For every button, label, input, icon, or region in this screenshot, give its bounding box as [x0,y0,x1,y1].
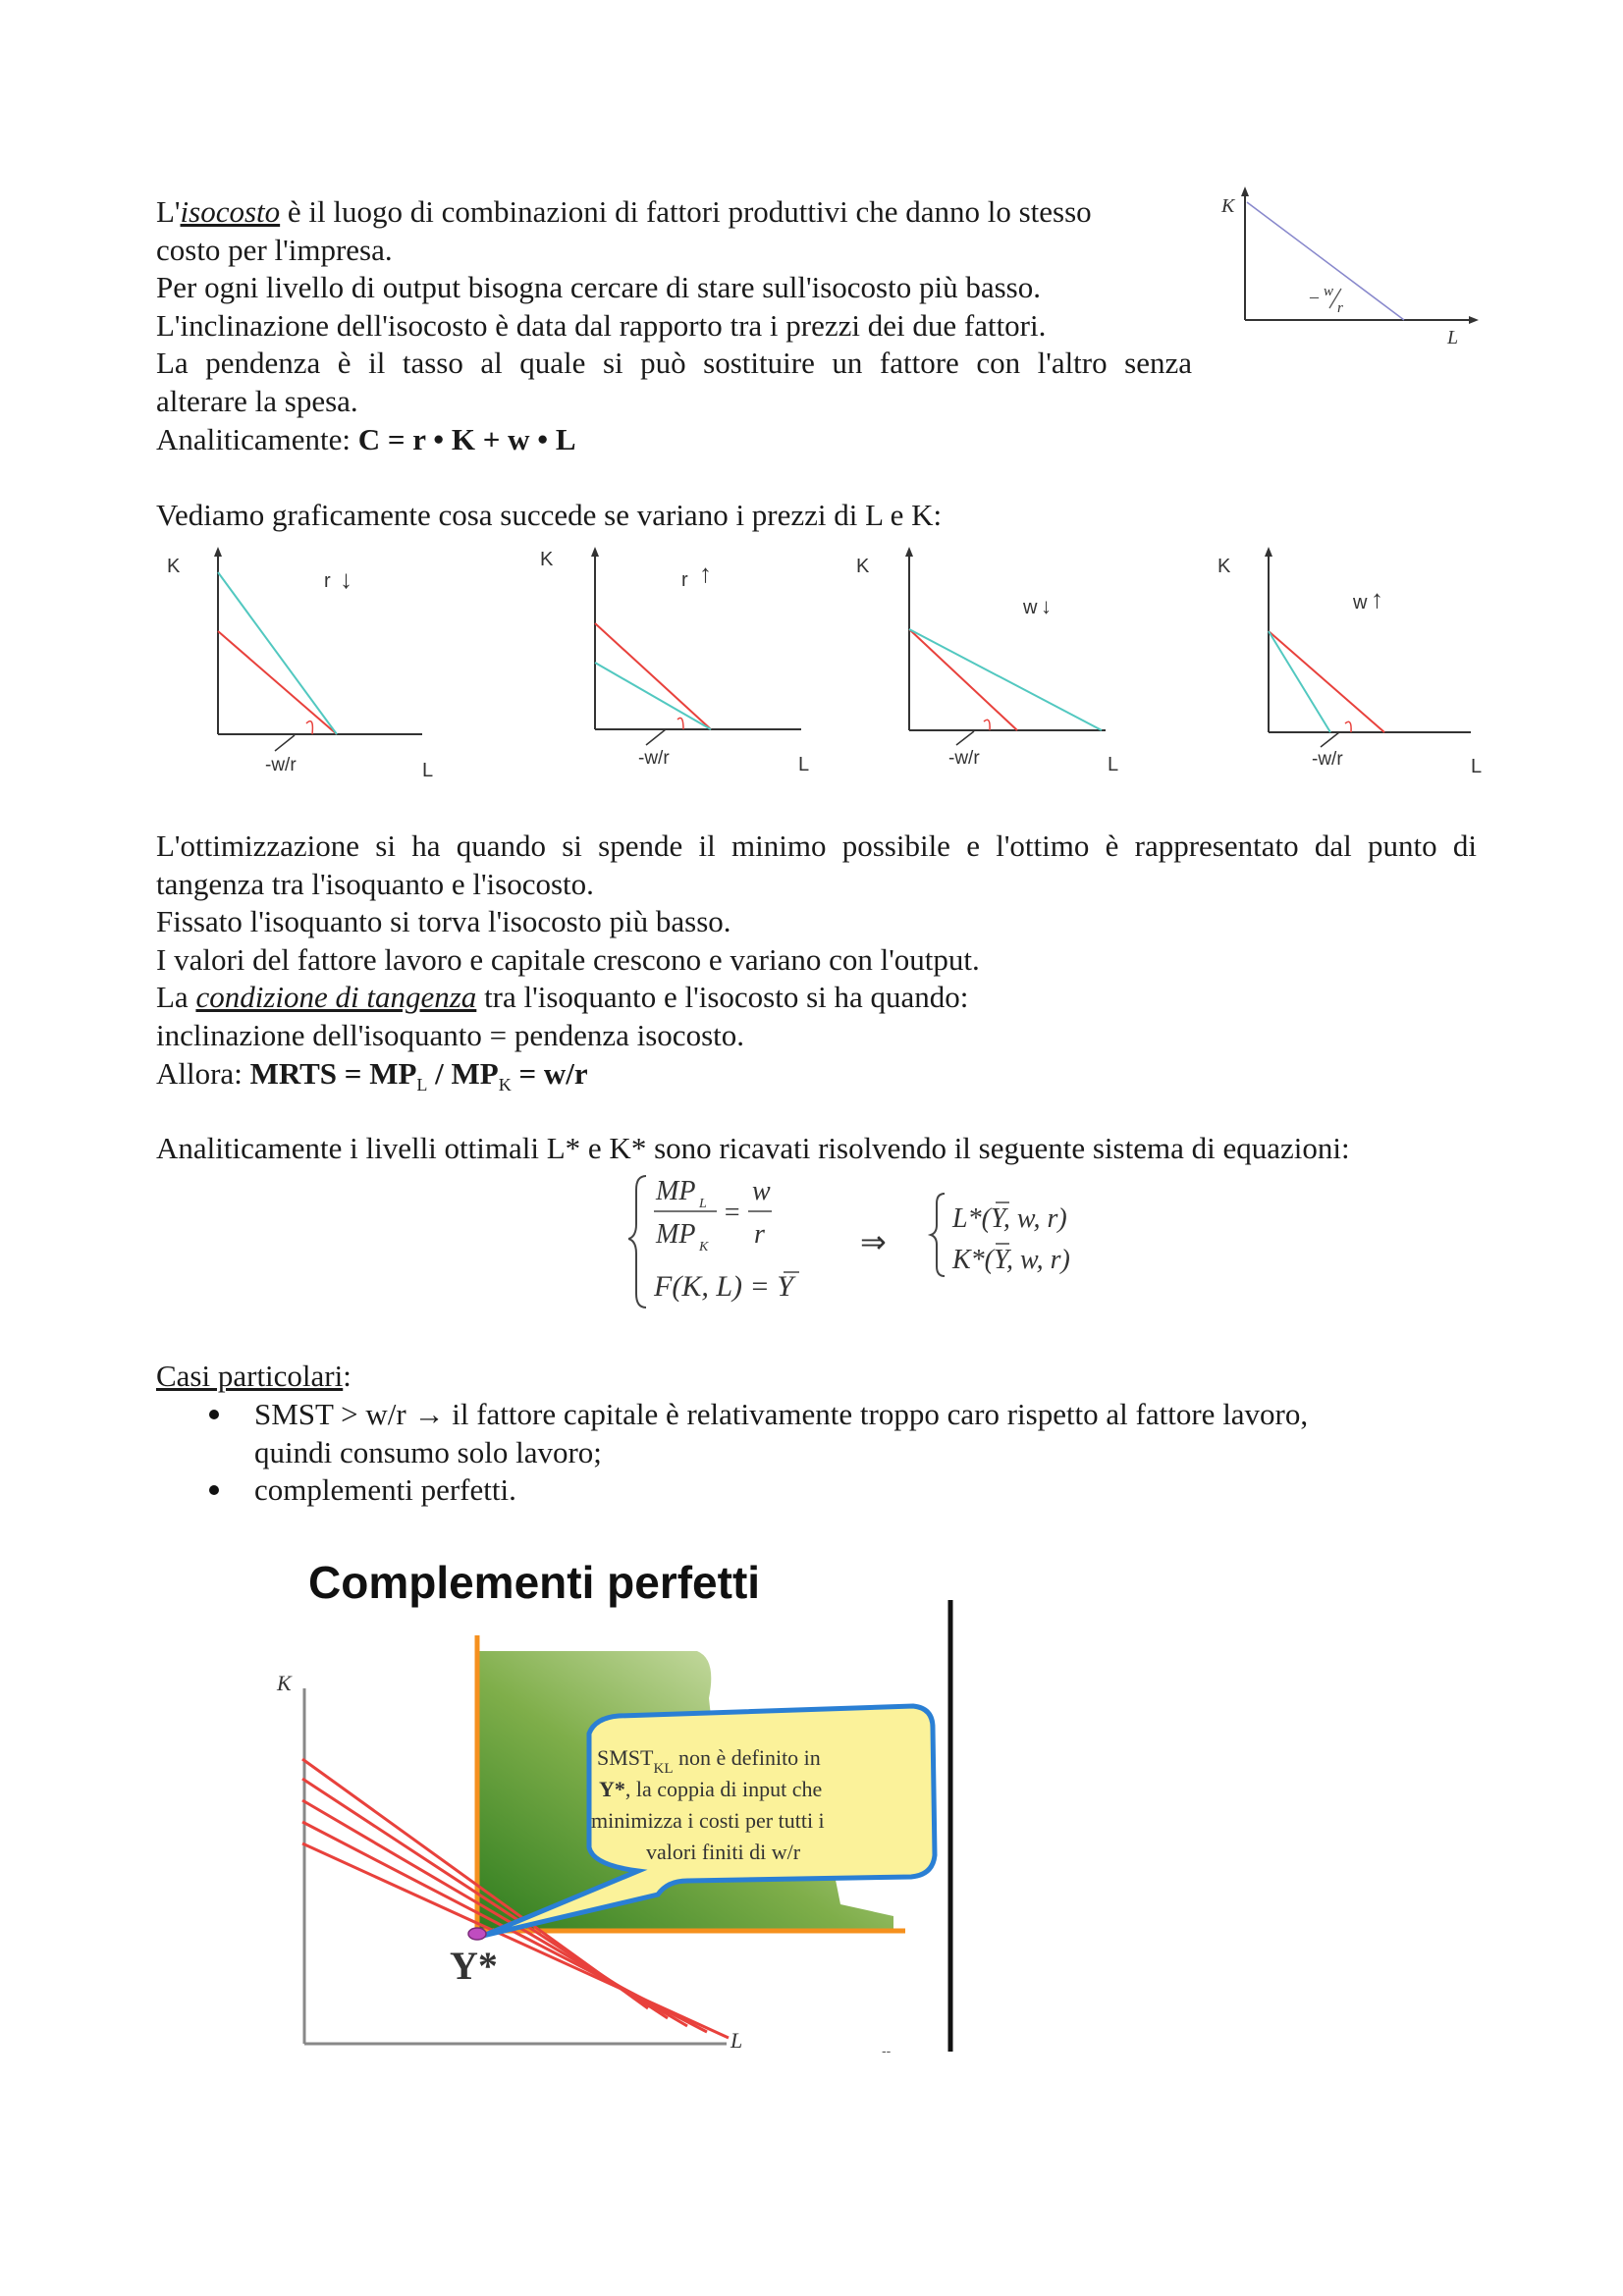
x-axis-label: L [730,2028,743,2053]
isocosto-term: isocosto [180,194,281,229]
x-axis-label: L [1471,756,1483,777]
slope-label: -w/r [638,748,670,769]
slope-pointer [646,729,666,745]
optimum-point [468,1928,486,1940]
y-axis-arrow [214,547,222,557]
intro-line-5: Analiticamente: C = r • K + w • L [156,421,576,456]
bubble-text-2: Y*, la coppia di input che [599,1777,823,1801]
optim-line-1b: tangenza tra l'isoquanto e l'isocosto. [156,866,594,901]
price-arrow: ↓ [340,564,352,594]
new-isocost [1269,631,1330,732]
old-isocost [909,629,1017,730]
analytic-system-intro: Analiticamente i livelli ottimali L* e K* sono ricavati risolvendo il seguente sistema di equazioni: [156,1131,1350,1165]
price-graph-w-up [1208,543,1502,788]
equals-sign: = [723,1198,741,1228]
lstar-solution: L*(Y, w, r) [952,1203,1067,1234]
y-axis-label: K [1217,556,1231,577]
slope-label: -w/r [265,755,297,775]
price-arrow: ↑ [699,559,712,588]
price-graph-w-down [848,543,1143,788]
price-variable: r [324,570,331,592]
production-constraint: F(K, L) = Y [654,1270,793,1303]
mpk-sub: K [699,1240,709,1255]
mrts-formula: MRTS = $MP_L / MP_K = w/r$ [249,1055,588,1095]
isocost-graph [1216,183,1490,349]
perfect-complements-figure [255,1541,982,2061]
optim-line-2: Fissato l'isoquanto si torva l'isocosto più basso. [156,904,731,939]
y-axis-label: K [540,549,554,570]
price-arrow: ↑ [1371,584,1383,614]
mpl-sub: L [699,1197,707,1211]
y-axis-arrow [591,547,599,557]
x-axis-arrow [1469,316,1479,324]
r-text: r [754,1219,765,1250]
intro-line-4b: alterare la spesa. [156,383,358,418]
y-axis-arrow [1265,547,1272,557]
cases-heading-line: Casi particolari: [156,1359,352,1393]
price-variable: r [681,569,688,591]
intro-line-4: La pendenza è il tasso al quale si può sostituire un fattore con l'altro senza [156,346,1192,381]
new-isocost [218,572,337,734]
figure-title: Complementi perfetti [308,1557,761,1608]
slope-arc [1345,721,1351,732]
slope-sign: – [1310,287,1319,306]
y-axis-label: K [1221,195,1235,217]
x-axis-label: L [798,754,810,775]
isocost-line [1247,202,1404,320]
old-isocost [1269,631,1384,732]
intro-line-1: L'isocosto è il luogo di combinazioni di fattori produttivi che danno lo stesso [156,194,1092,229]
new-isocost [595,663,711,729]
intro-line-2: Per ogni livello di output bisogna cercare di stare sull'isocosto più basso. [156,270,1041,305]
bubble-text-3: minimizza i costi per tutti i [591,1808,825,1833]
right-system-brace [931,1194,945,1276]
new-isocost [909,629,1102,730]
old-isocost [595,623,711,729]
optimum-label: Y* [450,1944,498,1988]
left-brace [628,1176,646,1308]
y-axis-arrow [1241,187,1249,196]
price-graph-r-up [530,543,825,788]
corner-mark: -- [882,2043,892,2058]
y-axis-label: K [856,556,870,577]
w-text: w [752,1176,771,1206]
price-variable: w [1023,597,1038,618]
slope-arc [306,721,312,734]
optim-line-5: inclinazione dell'isoquanto = pendenza isocosto. [156,1017,744,1052]
slope-num: w [1324,284,1334,299]
price-arrow: ↓ [1041,594,1052,618]
cases-heading: Casi particolari [156,1359,344,1393]
y-axis-label: K [277,1671,292,1695]
mpk-text: MP [656,1219,696,1250]
optim-line-4: La condizione di tangenza tra l'isoquanto e l'isocosto si ha quando: [156,980,969,1015]
equation-system [628,1170,1100,1317]
bubble-text-1: $SMST_{KL}$ non è definito in [597,1745,821,1777]
tangency-term: condizione di tangenza [195,980,477,1015]
x-axis-label: L [1108,754,1119,775]
x-axis-label: L [422,760,434,781]
intro-line-3: L'inclinazione dell'isocosto è data dal rapporto tra i prezzi dei due fattori. [156,307,1047,343]
old-isocost [218,631,337,734]
kstar-solution: K*(Y, w, r) [952,1245,1070,1275]
optimization-paragraph [156,828,1477,1093]
case-bullet-2: complementi perfetti. [254,1472,516,1507]
price-variable: w [1353,592,1368,614]
mpl-text: MP [656,1176,696,1206]
intro-paragraph [156,193,1192,458]
slope-pointer [1321,732,1339,747]
prices-heading: Vediamo graficamente cosa succede se variano i prezzi di L e K: [156,498,943,532]
bubble-text-4: valori finiti di w/r [646,1840,801,1864]
intro-line-1b: costo per l'impresa. [156,232,393,267]
y-axis-label: K [167,556,181,577]
x-axis-label: L [1447,327,1459,348]
isocost-formula: C = r • K + w • L [357,421,576,456]
slope-den: r [1337,300,1343,316]
price-graph-r-down [157,543,452,788]
slope-pointer [275,735,295,751]
bullet-dot-1 [209,1410,219,1419]
case-bullet-1: SMST > w/r → il fattore capitale è relativamente troppo caro rispetto al fattore lavoro, quindi consumo solo lavoro; [254,1397,1309,1469]
optim-line-6: Allora: MRTS = $MP_L / MP_K = w/r$ [156,1055,588,1095]
slope-label: -w/r [1312,749,1343,770]
slope-pointer [956,731,974,745]
slope-arc [677,718,683,729]
bullet-dot-2 [209,1485,219,1495]
optim-line-1: L'ottimizzazione si ha quando si spende il minimo possibile e l'ottimo è rappresentato dal punto di [156,828,1477,863]
slope-label: -w/r [948,748,980,769]
implies-arrow: ⇒ [860,1224,887,1259]
slope-arc [984,720,990,730]
optim-line-3: I valori del fattore lavoro e capitale crescono e variano con l'output. [156,941,980,977]
y-axis-arrow [905,547,913,557]
